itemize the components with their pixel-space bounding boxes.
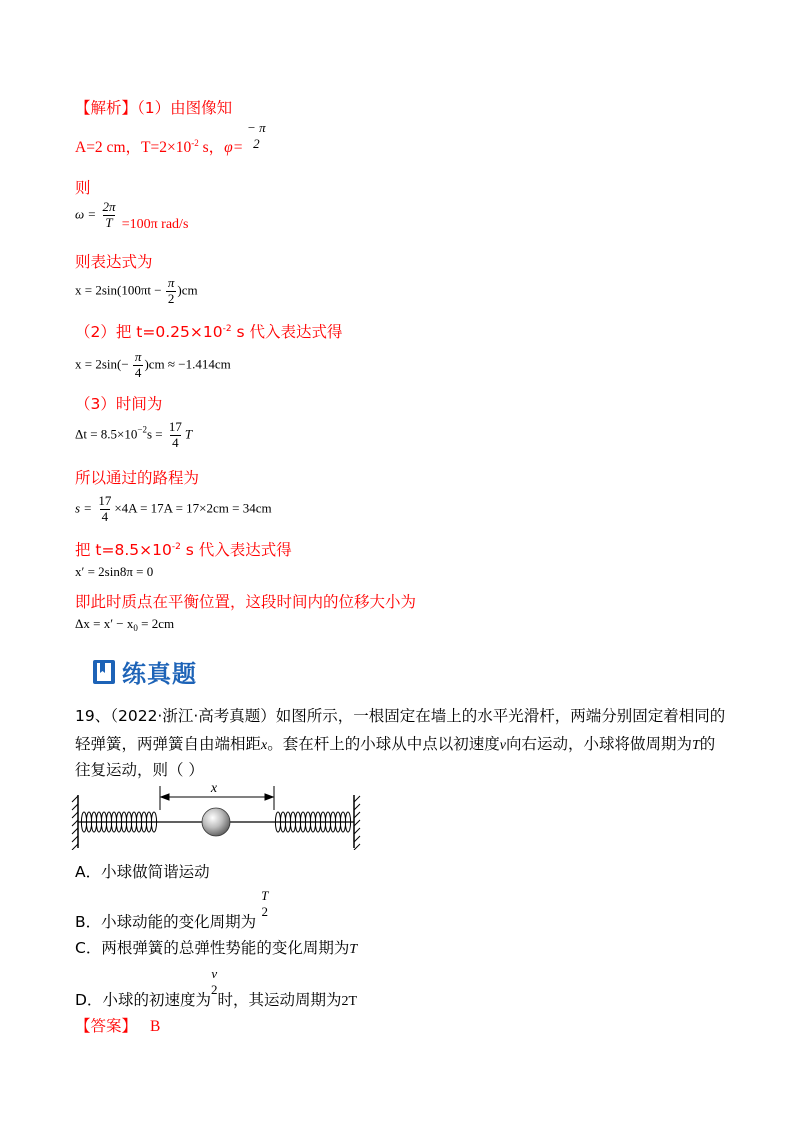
disp-formula [75, 616, 174, 633]
ball [202, 808, 230, 836]
question-text-2d: 的 [699, 735, 716, 753]
part2-post: s 代入表达式得 [231, 323, 343, 341]
option-d-tail: 2T [341, 993, 358, 1009]
part3-fraction [167, 420, 184, 451]
disp-post: = 2cm [137, 616, 175, 631]
question-text-1: 如图所示，一根固定在墙上的水平光滑杆，两端分别固定着相同的 [275, 707, 726, 725]
question-text-2c: 向右运动，小球将做周期为 [505, 735, 692, 753]
option-c-tail: T [349, 942, 358, 957]
given-phase: φ= [224, 138, 244, 156]
expr-intro: 则表达式为 [75, 253, 153, 271]
option-d-text: 小球的初速度为 [102, 990, 211, 1009]
var-T: T [691, 738, 700, 753]
option-d-label: D． [75, 990, 103, 1009]
omega-num: 2π [102, 199, 116, 214]
question-source: （2022·浙江·高考真题） [110, 707, 276, 725]
answer-line [75, 1014, 160, 1036]
path-formula [75, 494, 272, 525]
question-line-3: 往复运动，则（ ） [75, 761, 204, 779]
part3-formula [75, 420, 192, 451]
given-period-exp: -2 [191, 137, 199, 148]
given-amplitude: A=2 cm， [75, 138, 141, 156]
part2-fraction [133, 350, 144, 381]
omega-den: T [105, 214, 113, 230]
omega-formula [75, 200, 188, 231]
section-title [92, 654, 197, 689]
given-values [75, 120, 266, 165]
sub-exp: -2 [171, 542, 181, 552]
omega-rhs: =100π rad/s [121, 217, 189, 233]
phase-num: π [259, 120, 266, 135]
question-text-2b: 。套在杆上的小球从中点以初速度 [267, 735, 500, 753]
part3-exp: −2 [137, 424, 147, 435]
expr-fraction [166, 276, 177, 307]
expr-post: )cm [177, 282, 198, 298]
part2-num: π [134, 349, 142, 364]
option-b-den: 2 [261, 904, 268, 920]
book-icon [92, 659, 116, 685]
option-c-label: C． [75, 939, 102, 957]
expr-num: π [167, 275, 175, 290]
option-b-label: B． [75, 912, 102, 931]
option-b-fraction [261, 888, 268, 921]
option-c-text: 两根弹簧的总弹性势能的变化周期为 [101, 939, 350, 957]
option-a-label: A． [75, 863, 102, 881]
part3-intro: （3）时间为 [75, 395, 163, 413]
phase-sign: − [247, 120, 256, 135]
option-b-text: 小球动能的变化周期为 [101, 912, 257, 931]
question-text-2a: 轻弹簧，两弹簧自由端相距 [75, 735, 262, 753]
part2-formula [75, 350, 231, 381]
phase-den: 2 [253, 136, 260, 152]
part3-num: 17 [168, 419, 182, 434]
part2-pre: （2）把 t=0.25×10 [75, 323, 223, 341]
option-c[interactable] [75, 936, 357, 958]
part2-expr-pre: x = 2sin(− [75, 356, 129, 372]
left-wall [72, 795, 78, 850]
var-x: x [261, 738, 268, 753]
expr-formula [75, 276, 198, 307]
path-pre: s = [75, 500, 93, 516]
part2-den: 4 [134, 364, 142, 380]
answer-value: B [149, 1018, 161, 1035]
sub-post: s 代入表达式得 [180, 541, 292, 559]
question-line-1 [75, 704, 725, 726]
option-d[interactable] [75, 966, 358, 1009]
path-num: 17 [98, 493, 112, 508]
then-line: 则 [75, 179, 91, 197]
part3-pre: Δt = 8.5×10 [75, 426, 138, 442]
part1-intro: （1）由图像知 [137, 99, 233, 117]
spring-figure [70, 780, 370, 850]
disp-sub: 0 [133, 623, 138, 633]
phase-fraction [247, 120, 266, 153]
path-post: ×4A = 17A = 17×2cm = 34cm [114, 500, 272, 516]
section-title-text: 练真题 [122, 660, 197, 688]
conclusion: 即此时质点在平衡位置，这段时间内的位移大小为 [75, 593, 417, 611]
path-intro: 所以通过的路程为 [75, 469, 200, 487]
given-period: T=2×10 [141, 138, 192, 156]
given-period-unit: s， [198, 138, 225, 156]
right-wall [354, 795, 360, 850]
question-number: 19、 [75, 707, 111, 725]
option-a[interactable] [75, 860, 210, 882]
option-a-text: 小球做简谐运动 [101, 863, 210, 881]
part3-mid: s = [146, 426, 163, 442]
var-v: v [499, 738, 506, 753]
path-den: 4 [101, 508, 109, 524]
disp-pre: Δx = x′ − x [75, 616, 134, 631]
part3-den: 4 [172, 434, 179, 450]
expr-pre: x = 2sin(100πt − [75, 282, 162, 298]
option-d-num: v [211, 966, 218, 981]
omega-fraction [100, 200, 117, 231]
part3-post: T [184, 426, 193, 442]
sub-pre: 把 t=8.5×10 [75, 541, 172, 559]
analysis-heading-line [75, 96, 232, 118]
expr-den: 2 [167, 290, 175, 306]
omega-lhs: ω = [75, 206, 97, 222]
part2-exp: -2 [222, 324, 232, 334]
part2-intro [75, 320, 343, 342]
answer-label: 【答案】 [75, 1017, 138, 1035]
sub-formula: x′ = 2sin8π = 0 [75, 564, 154, 579]
distance-label: x [210, 781, 218, 796]
part2-expr-post: )cm ≈ −1.414cm [144, 356, 231, 372]
path-fraction [96, 494, 113, 525]
option-b-num: T [261, 888, 269, 903]
option-d-den: 2 [210, 982, 218, 998]
question-line-2 [75, 732, 715, 754]
option-b[interactable] [75, 888, 269, 931]
option-d-mid: 时，其运动周期为 [217, 990, 342, 1009]
analysis-heading: 【解析】 [75, 99, 138, 117]
sub-intro [75, 538, 292, 560]
